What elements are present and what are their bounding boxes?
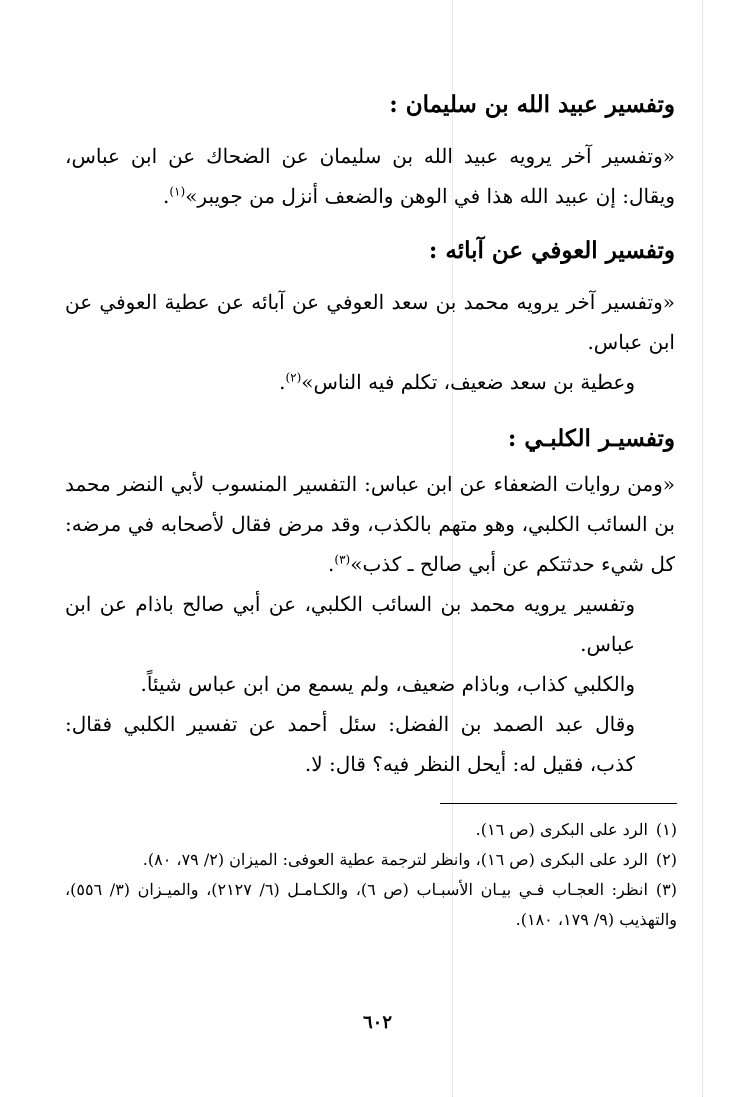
footnote-text: الرد على البكرى (ص ١٦). bbox=[475, 820, 648, 839]
paragraph: وقال عبد الصمد بن الفضل: سئل أحمد عن تفسير الكلبي فقال: كذب، فقيل له: أيحل النظر فيه؟ قال: لا. bbox=[65, 712, 635, 776]
footnote-text: الرد على البكرى (ص ١٦)، وانظر لترجمة عطية العوفى: الميزان (٢/ ٧٩، ٨٠). bbox=[142, 850, 648, 869]
footnotes bbox=[65, 815, 677, 935]
footnote-mark[interactable]: (٣) bbox=[334, 552, 351, 567]
page-number: ٦٠٢ bbox=[362, 1012, 392, 1033]
section-heading-awfi: وتفسير العوفي عن آبائه : bbox=[428, 237, 675, 264]
paragraph: «وتفسير آخر يرويه محمد بن سعد العوفي عن آبائه عن عطية العوفي عن ابن عباس. bbox=[65, 290, 675, 354]
footnote-number: (١) bbox=[655, 820, 677, 839]
scan-edge-line bbox=[702, 0, 703, 1097]
footnote-number: (٣) bbox=[655, 880, 677, 899]
section-body-awfi bbox=[65, 282, 675, 402]
paragraph: والكلبي كذاب، وباذام ضعيف، ولم يسمع من ابن عباس شيئاً. bbox=[140, 672, 635, 696]
footnote-item bbox=[65, 875, 677, 935]
footnote-item bbox=[65, 845, 677, 875]
section-body-kalbi bbox=[65, 464, 675, 784]
footnote-text: انظر: العجـاب فـي بيـان الأسبـاب (ص ٦)، والكـامـل (٦/ ٢١٢٧)، والميـزان (٣/ ٥٥٦)، والتهذيب (٩/ ١٧٩، ١٨٠). bbox=[65, 880, 677, 929]
paragraph-text: وعطية بن سعد ضعيف، تكلم فيه الناس» bbox=[301, 370, 635, 394]
paragraph-text: «ومن روايات الضعفاء عن ابن عباس: التفسير المنسوب لأبي النضر محمد بن السائب الكلبي، وهو متهم بالكذب، وقد مرض فقال لأصحابه في مرضه: كل شيء حدثتكم عن أبي صالح ـ كذب» bbox=[65, 472, 675, 576]
paragraph: وتفسير يرويه محمد بن السائب الكلبي، عن أبي صالح باذام عن ابن عباس. bbox=[65, 592, 635, 656]
section-heading-kalbi: وتفسيـر الكلبـي : bbox=[507, 425, 675, 452]
section-heading-ubaidullah: وتفسير عبيد الله بن سليمان : bbox=[389, 91, 675, 118]
footnote-item bbox=[65, 815, 677, 845]
footnote-number: (٢) bbox=[655, 850, 677, 869]
paragraph: «ومن روايات الضعفاء عن ابن عباس: التفسير المنسوب لأبي النضر محمد بن السائب الكلبي، وهو متهم بالكذب، وقد مرض فقال لأصحابه في مرضه: كل شيء حدثتكم عن أبي صالح ـ كذب»$^{(٣)}$. bbox=[65, 472, 675, 576]
paragraph-text: «وتفسير آخر يرويه عبيد الله بن سليمان عن الضحاك عن ابن عباس، ويقال: إن عبيد الله هذا في الوهن والضعف أنزل من جويبر» bbox=[65, 144, 675, 208]
paragraph: وعطية بن سعد ضعيف، تكلم فيه الناس»$^{(٢)}$. bbox=[279, 370, 635, 394]
footnote-mark[interactable]: (٢) bbox=[285, 370, 302, 385]
footnote-separator bbox=[440, 803, 677, 804]
section-body-ubaidullah bbox=[65, 136, 675, 216]
paragraph: «وتفسير آخر يرويه عبيد الله بن سليمان عن الضحاك عن ابن عباس، ويقال: إن عبيد الله هذا في الوهن والضعف أنزل من جويبر»$^{(١)}$. bbox=[65, 144, 675, 208]
footnote-mark[interactable]: (١) bbox=[169, 184, 186, 199]
